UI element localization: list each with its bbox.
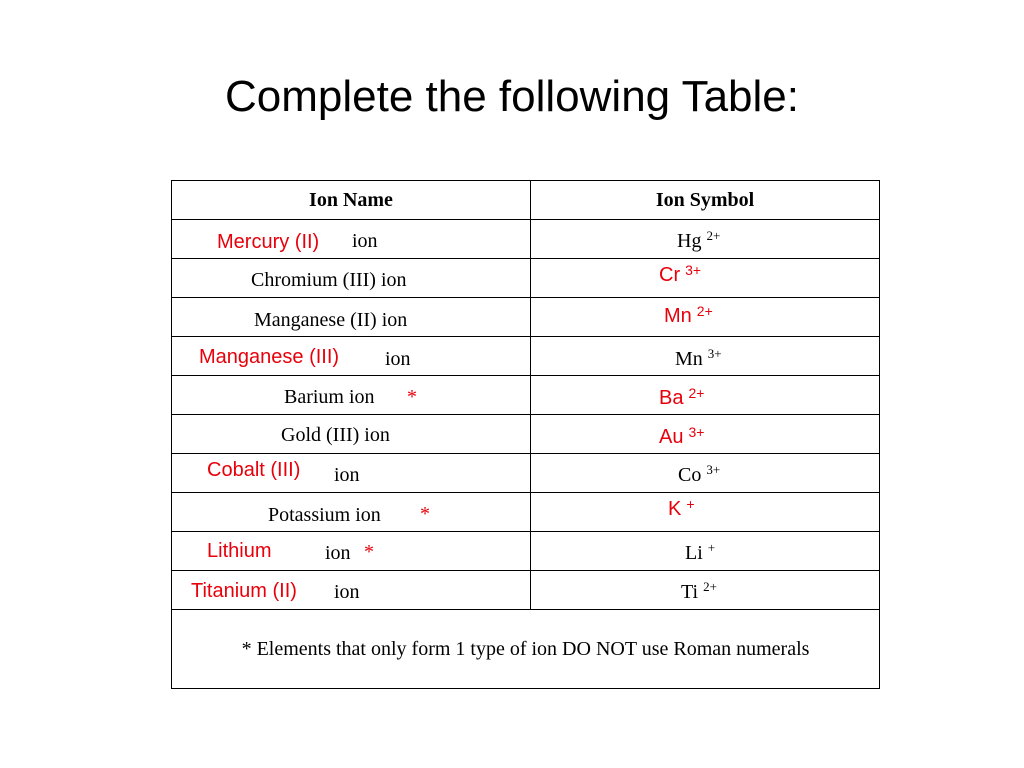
ion-symbol [685,541,715,567]
symbol-base: Li [685,542,703,564]
table-row [172,376,880,415]
symbol-charge: 3+ [706,462,721,477]
ion-name-cell [172,454,531,493]
table-row [172,571,880,610]
ion-name: Potassium ion [268,504,381,526]
slide-title: Complete the following Table: [225,72,799,121]
symbol-charge: 2+ [706,228,721,243]
header-ion-symbol: Ion Symbol [531,181,880,220]
ion-name-suffix: ion [352,230,378,252]
no-roman-numeral-star: * [420,503,430,525]
ion-name-suffix: ion [385,348,411,370]
answer-ion-symbol [659,425,704,450]
ion-symbol-cell [531,571,880,610]
symbol-base: Ba [659,387,684,409]
table-row [172,337,880,376]
symbol-charge: 3+ [688,424,705,440]
ion-symbol-cell [531,220,880,259]
ion-name: Gold (III) ion [281,424,390,446]
ion-symbol [677,229,720,255]
table-row [172,259,880,298]
ion-name-suffix: ion [334,581,360,603]
table-row [172,220,880,259]
ion-name: Barium ion [284,386,375,408]
ion-symbol [678,463,720,489]
ion-symbol-cell [531,337,880,376]
ion-symbol-cell [531,532,880,571]
table-row [172,298,880,337]
table-row [172,415,880,454]
ion-symbol-cell [531,259,880,298]
ion-symbol-cell [531,493,880,532]
table-row [172,532,880,571]
ion-name-cell [172,337,531,376]
ion-symbol-cell [531,454,880,493]
header-ion-name: Ion Name [172,181,531,220]
table-header-row [172,181,880,220]
ion-name-cell [172,415,531,454]
table-row [172,454,880,493]
ion-name-cell [172,532,531,571]
answer-ion-symbol [668,497,695,522]
answer-ion-symbol [659,263,701,288]
ion-name: Manganese (II) ion [254,309,408,331]
ion-name-cell [172,376,531,415]
ion-name-cell [172,493,531,532]
symbol-charge: 2+ [688,385,705,401]
table-row [172,493,880,532]
symbol-base: K [668,498,682,520]
symbol-base: Mn [675,348,703,370]
symbol-base: Ti [681,581,699,603]
roman-numeral-footnote: * Elements that only form 1 type of ion DO NOT use Roman numerals [172,610,880,689]
answer-ion-name: Cobalt (III) [207,459,301,481]
ion-symbol-cell [531,298,880,337]
ion-name-cell [172,571,531,610]
symbol-charge: 3+ [685,262,702,278]
ion-name-suffix: ion [334,464,360,486]
symbol-base: Au [659,426,684,448]
symbol-charge: + [707,540,716,555]
no-roman-numeral-star: * [407,386,417,408]
ion-name-cell [172,298,531,337]
symbol-charge: 2+ [703,579,717,594]
ion-name-cell [172,259,531,298]
symbol-charge: 3+ [707,346,722,361]
symbol-base: Mn [664,305,692,327]
footnote-row [172,610,880,689]
symbol-base: Cr [659,264,681,286]
ion-symbol-cell [531,376,880,415]
no-roman-numeral-star: * [364,541,374,563]
ion-symbol [675,347,722,373]
answer-ion-name: Titanium (II) [191,580,297,602]
symbol-base: Hg [677,230,702,252]
ion-name-suffix: ion [325,542,351,564]
symbol-base: Co [678,464,702,486]
answer-ion-name: Lithium [207,540,272,562]
ion-table [171,180,880,689]
symbol-charge: 2+ [696,303,713,319]
ion-symbol-cell [531,415,880,454]
ion-name: Chromium (III) ion [251,269,407,291]
answer-ion-symbol [664,304,713,329]
ion-symbol [681,580,717,606]
symbol-charge: + [686,496,695,512]
ion-name-cell [172,220,531,259]
answer-ion-name: Manganese (III) [199,346,340,368]
answer-ion-symbol [659,386,704,411]
answer-ion-name: Mercury (II) [217,231,320,253]
